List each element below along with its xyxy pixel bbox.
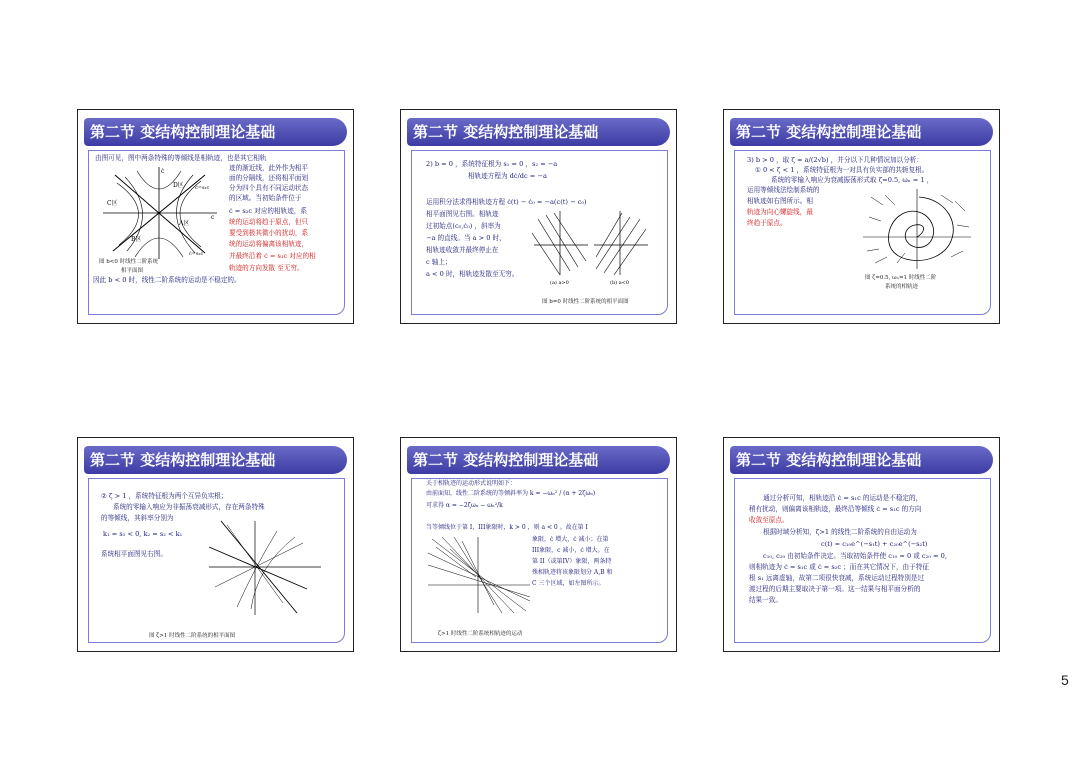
text-line: 相轨迹方程为 dċ/dc = −a bbox=[468, 172, 547, 180]
slide-title: 第二节 变结构控制理论基础 bbox=[84, 446, 347, 474]
slide-body bbox=[88, 150, 345, 315]
text-line: 通过分析可知，相轨迹沿 ċ = s₁c 的运动是不稳定的， bbox=[763, 494, 923, 502]
text-line: 3) b > 0 ，取 ζ = a/(2√b) ，并分以下几种情况加以分析： bbox=[747, 156, 923, 164]
slide-1 bbox=[77, 109, 354, 324]
text-line: 第 II（或第IV）象限，两条特 bbox=[532, 558, 612, 565]
slide-title: 第二节 变结构控制理论基础 bbox=[407, 446, 670, 474]
text-line: 当等倾线位于第 I，III象限时，k > 0 ，则 a < 0 。故在第 I bbox=[426, 524, 588, 531]
axis-label: c bbox=[211, 214, 215, 221]
spiral-phase-figure bbox=[861, 187, 973, 271]
text-line: 系统相平面图见右图。 bbox=[101, 550, 167, 558]
text-line: 象限，ċ 增大，ċ 减小；在第 bbox=[532, 536, 609, 543]
region-label: A区 bbox=[179, 220, 190, 227]
text-line: 过初始点(c₀,ċ₀) ，斜率为 bbox=[426, 222, 501, 230]
subfigure-label: (b) a<0 bbox=[610, 280, 630, 286]
text-line-highlight: 轨迹的方向发散 至无穷。 bbox=[229, 264, 304, 272]
text-line: 系统的零输入响应为非振荡衰减形式，存在两条特殊 bbox=[113, 503, 265, 511]
text-line: 相平面图见右图。相轨迹 bbox=[426, 210, 499, 218]
text-line-highlight: 收敛至原点。 bbox=[749, 516, 789, 524]
slide-6 bbox=[723, 437, 1000, 652]
text-line-highlight: 并最终沿着 ċ = s₁c 对应的相 bbox=[229, 252, 316, 260]
text-line-highlight: 终趋于原点。 bbox=[747, 219, 787, 227]
slide-body bbox=[411, 478, 668, 643]
slide-body bbox=[411, 150, 668, 315]
text-line: 关于相轨迹的运动形式说明如下： bbox=[426, 480, 517, 487]
figure-caption: 系统的相轨迹 bbox=[885, 284, 919, 290]
axis-label: ċ bbox=[161, 168, 165, 175]
text-line: 迹的渐近线，此外作为相平 bbox=[229, 164, 309, 172]
text-line: ② ζ > 1 ，系统特征根为两个互异负实根； bbox=[101, 492, 228, 500]
text-line: 殊相轨迹将该象限划分 A,B 和 bbox=[532, 569, 613, 576]
subfigure-label: (a) a>0 bbox=[550, 280, 569, 286]
slide-body bbox=[88, 478, 345, 643]
text-line: a < 0 时，相轨迹发散至无穷。 bbox=[426, 270, 519, 278]
phase-portrait-figure bbox=[97, 163, 221, 261]
text-line: 的等倾线，其斜率分别为 bbox=[101, 514, 174, 522]
text-line: C 三个区域，如左图所示。 bbox=[532, 580, 605, 587]
region-label: C区 bbox=[107, 200, 118, 207]
text-line: 分为四个具有不同运动状态 bbox=[229, 184, 309, 192]
text-line: c 轴上； bbox=[426, 258, 452, 266]
figure-caption: 图 b=0 时线性二阶系统的相平面图 bbox=[542, 299, 629, 305]
text-line: 相轨迹如右图所示。相 bbox=[747, 197, 813, 205]
text-line: −a 的直线。当 a > 0 时， bbox=[426, 234, 506, 242]
slide-2 bbox=[400, 109, 677, 324]
text-line: 根据时域分析知，ζ>1 的线性二阶系统的自由运动为 bbox=[763, 528, 917, 536]
text-line: 结果一致。 bbox=[749, 596, 782, 604]
text-line: 相轨迹收敛并最终停止在 bbox=[426, 246, 499, 254]
trajectory-figure bbox=[426, 535, 532, 615]
slide-title: 第二节 变结构控制理论基础 bbox=[730, 446, 993, 474]
slide-4 bbox=[77, 437, 354, 652]
text-line: 的区域。当初始条件位于 bbox=[229, 194, 302, 202]
text-line: 由前面知，线性二阶系统的等倾斜率为 k = −ωₙ² / (α + 2ζωₙ) bbox=[426, 490, 596, 497]
text-line-highlight: 统的运动将偏离该相轨迹， bbox=[229, 240, 309, 248]
text-line: 由图可见，图中两条特殊的等倾线是相轨迹，也是其它相轨 bbox=[95, 154, 267, 162]
text-line: k₁ = s₁ < 0, k₂ = s₂ < k₁ bbox=[103, 530, 183, 538]
text-line: III象限，c 减小，ċ 增大。在 bbox=[532, 547, 610, 554]
text-line: ċ = s₂c 对应的相轨迹，系 bbox=[229, 207, 307, 215]
text-line: 系统的零输入响应为衰减振荡形式取 ζ=0.5, ωₙ = 1 ， bbox=[771, 176, 934, 184]
text-line: 面的分隔线，还将相平面划 bbox=[229, 174, 309, 182]
slide-title: 第二节 变结构控制理论基础 bbox=[407, 118, 670, 146]
phase-plane-figure bbox=[207, 517, 323, 617]
text-line: 因此 b < 0 时，线性二阶系统的运动是不稳定的。 bbox=[93, 276, 241, 284]
phase-plane-figure bbox=[530, 209, 650, 286]
figure-caption: 相平面图 bbox=[121, 268, 144, 274]
text-line-highlight: 轨迹为向心螺旋线，最 bbox=[747, 208, 813, 216]
text-line: 则相轨迹为 ċ = s₁c 或 ċ = s₂c ；而在其它情况下，由于特征 bbox=[749, 563, 929, 571]
curve-label: ċ=s₁c bbox=[195, 185, 210, 191]
text-line-highlight: 统的运动将趋于原点，但只 bbox=[229, 218, 309, 226]
text-line: ① 0 < ζ < 1 ，系统特征根为一对具有负实部的共轭复根。 bbox=[755, 166, 929, 174]
text-line: 根 s₁ 远离虚轴，故第二项很快衰减，系统运动过程特别是过 bbox=[749, 574, 925, 582]
curve-label: ċ=s₂c bbox=[189, 251, 204, 257]
figure-caption: 图 ζ>1 时线性二阶系统的相平面图 bbox=[149, 633, 236, 639]
text-line: 可求得 α = −2ζωₙ − ωₙ²/k bbox=[426, 502, 503, 509]
slide-body bbox=[734, 150, 991, 315]
page-number: 5 bbox=[1061, 672, 1069, 688]
text-line: 运用等倾线法绘制系统的 bbox=[747, 186, 820, 194]
text-line: c(t) = c₁₀e^(−s₁t) + c₂₀e^(−s₂t) bbox=[821, 540, 928, 548]
slide-body bbox=[734, 478, 991, 643]
region-label: B区 bbox=[131, 236, 142, 243]
text-line: c₁₀, c₂₀ 由初始条件决定。当取初始条件使 c₁₀ = 0 或 c₂₀ = 0, bbox=[763, 552, 947, 560]
slide-5 bbox=[400, 437, 677, 652]
figure-caption: ζ>1 时线性二阶系统相轨迹的运动 bbox=[438, 631, 523, 637]
text-line: 运用积分法求得相轨迹方程 ċ(t) − ċ₀ = −a(c(t) − c₀) bbox=[426, 198, 587, 206]
slide-title: 第二节 变结构控制理论基础 bbox=[730, 118, 993, 146]
figure-caption: 图 ζ=0.5, ωₙ=1 时线性二阶 bbox=[865, 275, 937, 281]
text-line: 2) b = 0 ，系统特征根为 s₁ = 0 ，s₂ = −a bbox=[426, 160, 558, 168]
slide-title: 第二节 变结构控制理论基础 bbox=[84, 118, 347, 146]
text-line: 渡过程的后期主要取决于第一项。这一结果与相平面分析的 bbox=[749, 585, 921, 593]
figure-caption: 图 b<0 时线性二阶系统 bbox=[99, 259, 159, 265]
slide-3 bbox=[723, 109, 1000, 324]
region-label: D区 bbox=[173, 182, 184, 189]
text-line-highlight: 要受到极其微小的扰动，系 bbox=[229, 229, 309, 237]
text-line: 稍有扰动，则偏离该相轨迹，最终沿等倾线 ċ = s₁c 的方向 bbox=[749, 505, 922, 513]
